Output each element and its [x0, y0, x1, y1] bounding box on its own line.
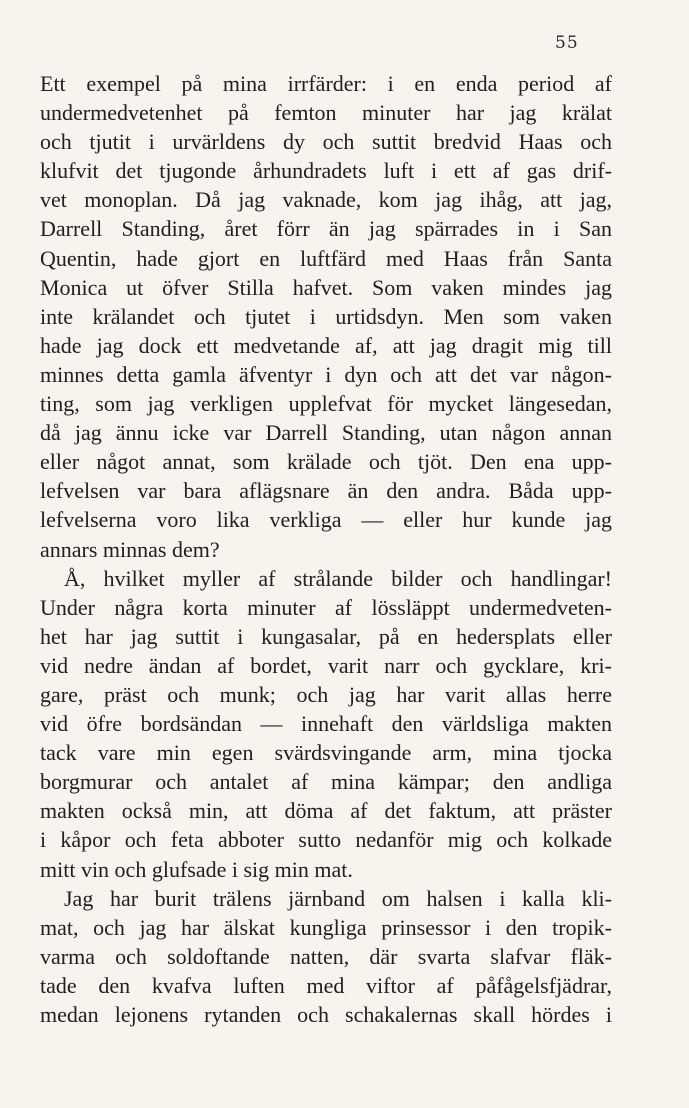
text-line: hade jag dock ett medvetande af, att jag dragit mig till: [40, 332, 612, 358]
text-line: Under några korta minuter af lössläppt undermedveten-: [40, 594, 612, 620]
text-line: Monica ut öfver Stilla hafvet. Som vaken mindes jag: [40, 274, 612, 300]
text-line: eller något annat, som krälade och tjöt. Den ena upp-: [40, 449, 612, 475]
text-line: och tjutit i urvärldens dy och suttit bredvid Haas och: [40, 129, 612, 155]
text-line: vet monoplan. Då jag vaknade, kom jag ihåg, att jag,: [40, 187, 612, 213]
body-text: [40, 69, 612, 1029]
text-line: Ett exempel på mina irrfärder: i en enda period af: [40, 71, 612, 96]
page-number: 55: [555, 33, 579, 53]
paragraph-end-line: annars minnas dem?: [40, 536, 220, 562]
text-line: tade den kvafva luften med viftor af påfågelsfjädrar,: [40, 972, 612, 998]
text-line: minnes detta gamla äfventyr i dyn och att det var någon-: [40, 361, 612, 387]
text-line: makten också min, att döma af det faktum, att präster: [40, 798, 612, 824]
text-line: lefvelserna voro lika verkliga — eller hur kunde jag: [40, 507, 612, 533]
text-line: mat, och jag har älskat kungliga prinsessor i den tropik-: [40, 914, 612, 940]
text-line: borgmurar och antalet af mina kämpar; den andliga: [40, 769, 612, 795]
text-line: i kåpor och feta abboter sutto nedanför mig och kolkade: [40, 827, 612, 853]
text-line: tack vare min egen svärdsvingande arm, mina tjocka: [40, 740, 612, 766]
text-line: lefvelsen var bara aflägsnare än den andra. Båda upp-: [40, 478, 612, 504]
text-line: Darrell Standing, året förr än jag spärrades in i San: [40, 216, 612, 242]
text-line: Quentin, hade gjort en luftfärd med Haas från Santa: [40, 245, 612, 271]
text-line: undermedvetenhet på femton minuter har jag krälat: [40, 100, 612, 126]
paragraph-start-line: Å, hvilket myller af strålande bilder och handlingar!: [64, 565, 612, 591]
paragraph-start-line: Jag har burit trälens järnband om halsen i kalla kli-: [64, 885, 612, 911]
text-line: gare, präst och munk; och jag har varit allas herre: [40, 681, 612, 707]
text-line: het har jag suttit i kungasalar, på en hedersplats eller: [40, 623, 612, 649]
text-line: klufvit det tjugonde århundradets luft i ett af gas drif-: [40, 158, 612, 184]
text-line: vid nedre ändan af bordet, varit narr och gycklare, kri-: [40, 652, 612, 678]
text-line: ting, som jag verkligen upplefvat för mycket längesedan,: [40, 391, 612, 417]
text-line: då jag ännu icke var Darrell Standing, utan någon annan: [40, 420, 612, 446]
text-line: inte krälandet och tjutet i urtidsdyn. Men som vaken: [40, 303, 612, 329]
text-line: medan lejonens rytanden och schakalernas skall hördes i: [40, 1002, 612, 1027]
paragraph-end-line: mitt vin och glufsade i sig min mat.: [40, 856, 353, 882]
text-line: varma och soldoftande natten, där svarta slafvar fläk-: [40, 943, 612, 969]
text-line: vid öfre bordsändan — innehaft den världsliga makten: [40, 711, 612, 737]
